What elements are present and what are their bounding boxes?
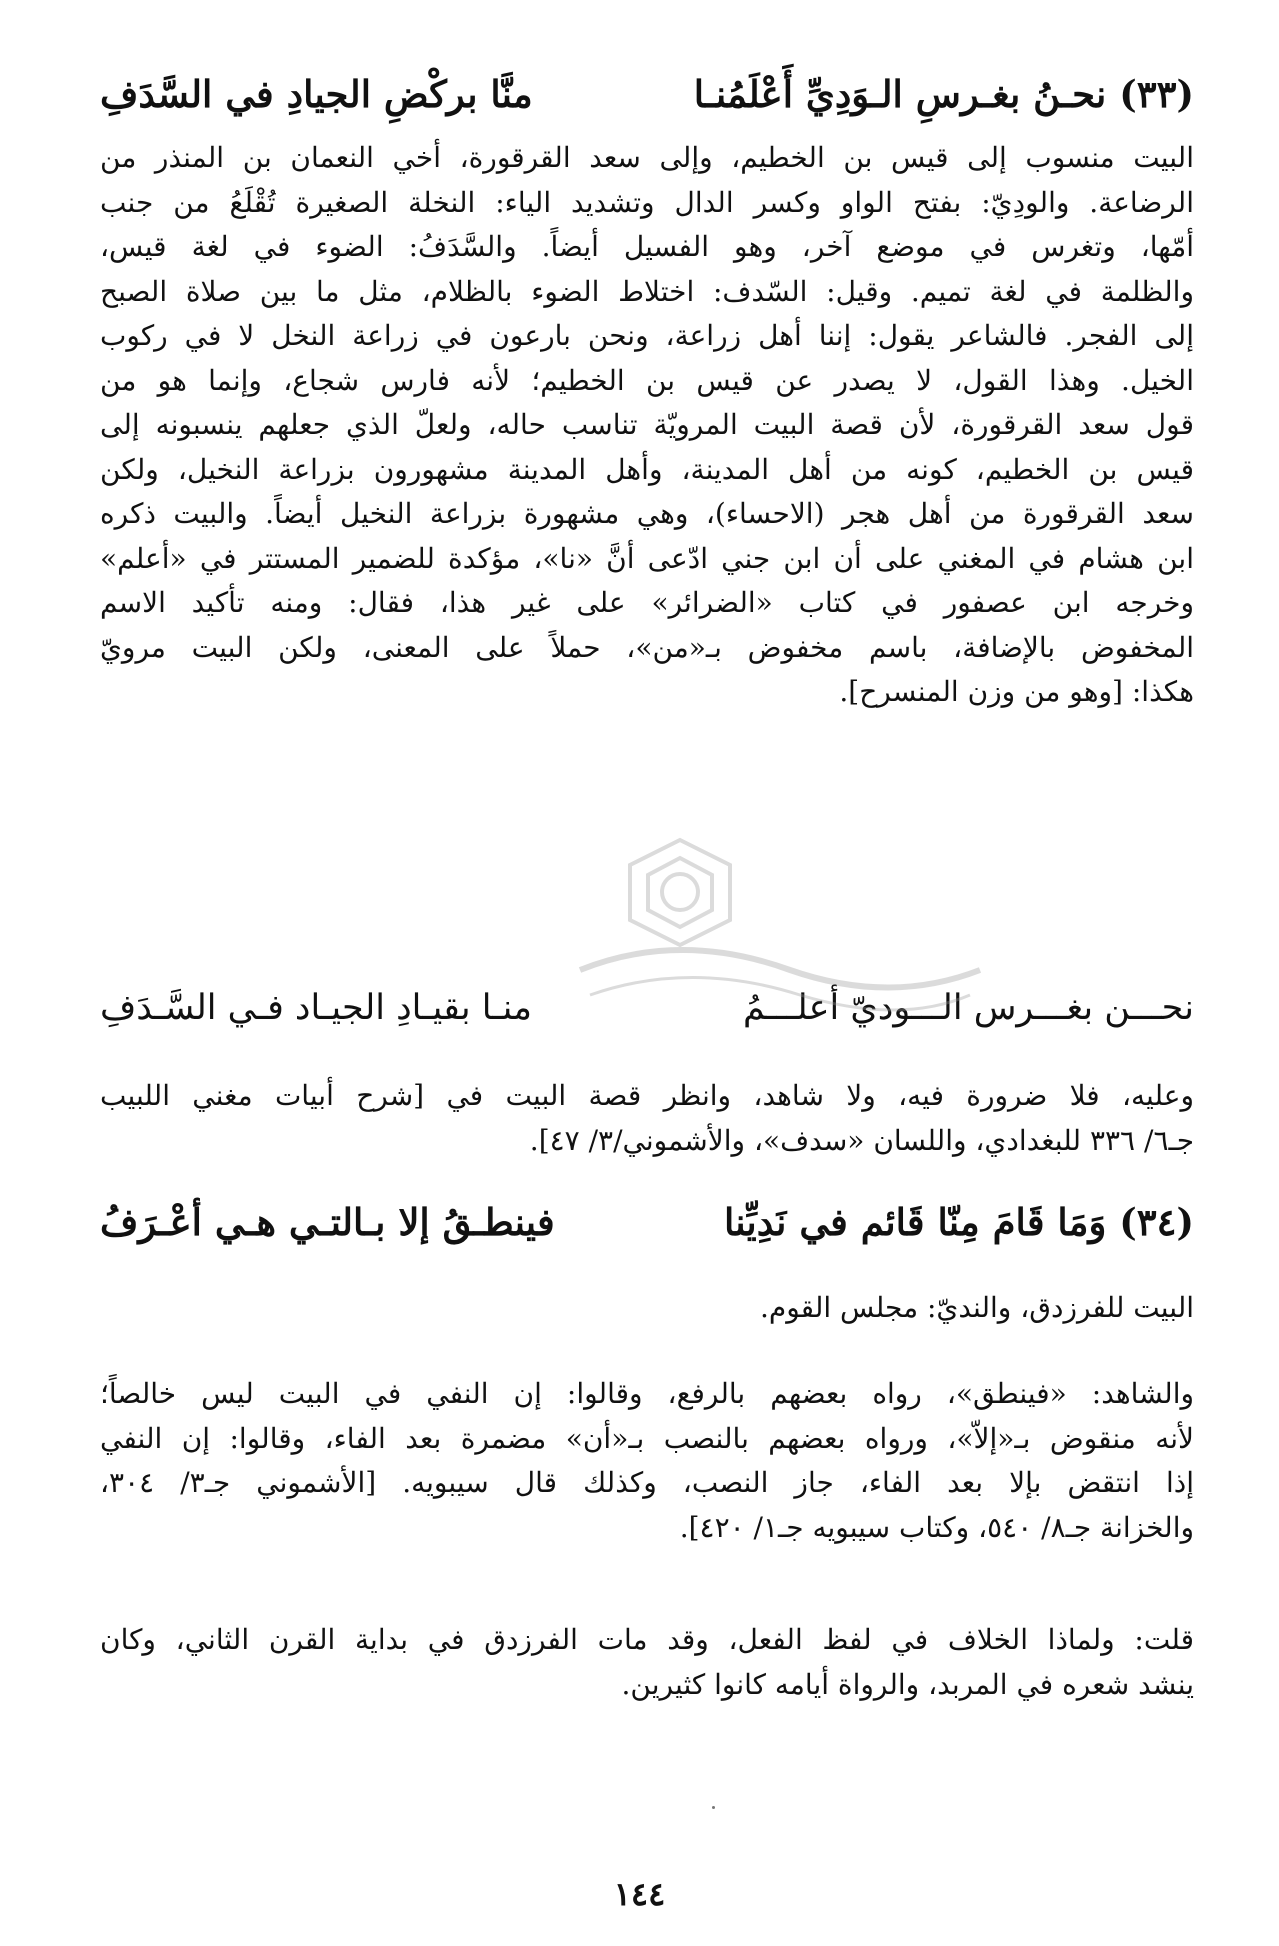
text-line: لأنه منقوض بـ«إلاّ»، ورواه بعضهم بالنصب بـ«أن» مضمرة بعد الفاء، وقالوا: إن النفي <box>100 1421 1194 1455</box>
text-line: البيت منسوب إلى قيس بن الخطيم، وإلى سعد القرقورة، أخي النعمان بن المنذر من <box>100 141 1194 174</box>
verse-34-second-hemistich: فينطـقُ إلا بـالتـي هـي أعْـرَفُ <box>100 1200 555 1244</box>
text-line: سعد القرقورة من أهل هجر (الاحساء)، وهي مشهورة بزراعة النخيل أيضاً. والبيت ذكره <box>100 497 1194 530</box>
verse-alternate-reading <box>100 988 1194 1028</box>
text-line: قول سعد القرقورة، لأن قصة البيت المرويّة تناسب حاله، ولعلّ الذي جعلهم ينسبونه إلى <box>100 408 1194 441</box>
text-line: أمّها، وتغرس في موضع آخر، وهو الفسيل أيضاً. والسَّدَفُ: الضوء في لغة قيس، <box>100 230 1194 263</box>
text-line: وعليه، فلا ضرورة فيه، ولا شاهد، وانظر قصة البيت في [شرح أبيات مغني اللبيب <box>100 1079 1194 1112</box>
paragraph-evidence-34 <box>100 1372 1194 1550</box>
text-line: إلى الفجر. فالشاعر يقول: إننا أهل زراعة، ونحن بارعون في زراعة النخل لا في ركوب <box>100 319 1194 352</box>
text-line: قيس بن الخطيم، كونه من أهل المدينة، وأهل المدينة مشهورون بزراعة النخيل، ولكن <box>100 452 1194 486</box>
text-line: هكذا: [وهو من وزن المنسرح]. <box>839 675 1194 708</box>
paragraph-attribution-34: البيت للفرزدق، والنديّ: مجلس القوم. <box>759 1291 1194 1324</box>
text-line: الرضاعة. والودِيّ: بفتح الواو وكسر الدال وتشديد الياء: النخلة الصغيرة تُقْلَعُ من جنب <box>100 185 1194 219</box>
verse-34 <box>100 1200 1194 1244</box>
verse-alt-second-hemistich: منـا بقيـادِ الجيـاد فـي السَّـدَفِ <box>100 988 532 1028</box>
text-line: جـ٦/ ٣٣٦ للبغدادي، واللسان «سدف»، والأشموني/٣/ ٤٧]. <box>529 1123 1194 1157</box>
paragraph-reference-33 <box>100 1074 1194 1163</box>
paragraph-remark-34 <box>100 1618 1194 1707</box>
text-line: قلت: ولماذا الخلاف في لفظ الفعل، وقد مات الفرزدق في بداية القرن الثاني، وكان <box>100 1623 1194 1656</box>
text-line: المخفوض بالإضافة، باسم مخفوض بـ«من»، حملاً على المعنى، ولكن البيت مرويّ <box>100 630 1194 664</box>
page-speck <box>712 1806 715 1809</box>
verse-alt-first-hemistich: نحـــن بغـــرس الـــوديّ أعلـــمُ <box>742 988 1194 1028</box>
verse-34-first-hemistich: (٣٤) وَمَا قَامَ مِنّا قَائم في نَدِيِّنا <box>723 1200 1194 1244</box>
seal-watermark-icon <box>560 820 1000 1070</box>
verse-33-first-hemistich: (٣٣) نحـنُ بغـرسِ الـوَدِيِّ أَعْلَمُنـا <box>693 72 1194 116</box>
text-line: والخزانة جـ٨/ ٥٤٠، وكتاب سيبويه جـ١/ ٤٢٠]. <box>679 1510 1194 1544</box>
text-line: ينشد شعره في المربد، والرواة أيامه كانوا كثيرين. <box>621 1667 1194 1701</box>
text-line: ابن هشام في المغني على أن ابن جني ادّعى أنَّ «نا»، مؤكدة للضمير المستتر في «أعلم» <box>100 541 1194 575</box>
verse-33-second-hemistich: منَّا بركْضِ الجيادِ في السَّدَفِ <box>100 72 533 116</box>
text-line: الخيل. وهذا القول، لا يصدر عن قيس بن الخطيم؛ لأنه فارس شجاع، وإنما هو من <box>100 363 1194 397</box>
text-line: وخرجه ابن عصفور في كتاب «الضرائر» على غير هذا، فقال: ومنه تأكيد الاسم <box>100 586 1194 619</box>
verse-33 <box>100 72 1194 116</box>
text-line: والظلمة في لغة تميم. وقيل: السّدف: اختلاط الضوء بالظلام، مثل ما بين صلاة الصبح <box>100 274 1194 308</box>
text-line: إذا انتقض بإلا بعد الفاء، جاز النصب، وكذلك قال سيبويه. [الأشموني جـ٣/ ٣٠٤، <box>100 1466 1194 1499</box>
paragraph-commentary-33 <box>100 136 1194 715</box>
text-line: والشاهد: «فينطق»، رواه بعضهم بالرفع، وقالوا: إن النفي في البيت ليس خالصاً؛ <box>100 1377 1194 1410</box>
page-number: ١٤٤ <box>613 1875 666 1913</box>
